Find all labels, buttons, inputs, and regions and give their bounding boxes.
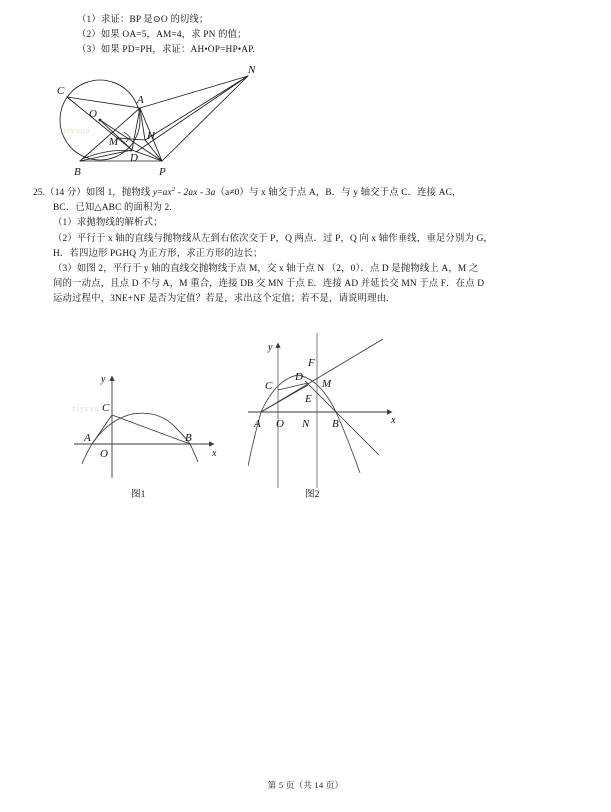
figure-1-svg bbox=[62, 368, 237, 488]
label-C: C bbox=[57, 85, 65, 97]
circle-tangent-figure bbox=[52, 62, 312, 184]
segment-CB bbox=[112, 415, 190, 444]
problem-points: （14 分） bbox=[45, 188, 86, 198]
label-D: D bbox=[295, 371, 303, 383]
label-A: A bbox=[254, 418, 261, 430]
label-B: B bbox=[74, 166, 81, 178]
label-M: M bbox=[109, 136, 119, 148]
y-axis-label: y bbox=[101, 374, 106, 385]
figure-1 bbox=[62, 368, 237, 488]
circle-tangent-svg bbox=[52, 62, 312, 184]
problem-25-stem-line1 bbox=[33, 186, 585, 201]
label-A: A bbox=[137, 94, 144, 106]
label-C: C bbox=[265, 380, 273, 392]
eq-exponent: 2 bbox=[171, 185, 176, 193]
label-D: D bbox=[130, 152, 138, 164]
segment-AC bbox=[92, 415, 112, 444]
problem-25-stem-line2: BC．已知△ABC 的面积为 2. bbox=[53, 203, 172, 214]
label-B: B bbox=[185, 432, 192, 444]
problem-25-sub2-line2: H．若四边形 PGHQ 为正方形，求正方形的边长； bbox=[53, 248, 263, 259]
carryover-questions bbox=[77, 13, 577, 59]
label-O: O bbox=[276, 418, 284, 430]
y-axis-label: y bbox=[268, 342, 273, 353]
x-axis-label: x bbox=[212, 448, 217, 459]
problem-25-sub3-line2: 间的一动点，且点 D 不与 A，M 重合，连接 DB 交 MN 于点 E．连接 AD 并延长交 MN 于点 F．在点 D bbox=[53, 279, 485, 290]
figure-2-caption: 图2 bbox=[305, 489, 320, 500]
problem-25-sub2-line1: （2）平行于 x 轴的直线与抛物线从左到右依次交于 P，Q 两点．过 P，Q 向 x 轴作垂线，垂足分别为 G， bbox=[53, 233, 493, 244]
label-P: P bbox=[159, 166, 166, 178]
label-N: N bbox=[302, 418, 310, 430]
stem-text-b: 与 x 轴交于点 A，B．与 y 轴交于点 C．连接 AC， bbox=[248, 188, 462, 198]
line-DEB bbox=[305, 381, 379, 455]
eq-y: y bbox=[152, 188, 158, 198]
carryover-item-3: （3）如果 PD=PH，求证：AH•OP=HP•AP. bbox=[77, 45, 255, 56]
label-B: B bbox=[332, 418, 339, 430]
label-O: O bbox=[100, 448, 108, 460]
label-H: H bbox=[147, 130, 155, 142]
segment-MH bbox=[118, 138, 145, 140]
problem-25 bbox=[33, 186, 585, 308]
center-point-O bbox=[99, 119, 102, 122]
label-N: N bbox=[248, 64, 256, 76]
problem-25-sub3-line1: （3）如图 2，平行于 y 轴的直线交抛物线于点 M，交 x 轴于点 N （2，0）．点 D 是抛物线上 A，M 之 bbox=[53, 264, 479, 275]
figure-2-svg bbox=[248, 333, 428, 493]
label-F: F bbox=[308, 357, 315, 369]
problem-25-sub1: （1）求抛物线的解析式； bbox=[53, 218, 163, 229]
segment-AH bbox=[140, 108, 145, 140]
problem-number: 25. bbox=[33, 188, 46, 198]
stem-text-a: 如图 1，抛物线 bbox=[85, 188, 153, 198]
right-angle-mark bbox=[124, 132, 130, 142]
figure-2 bbox=[248, 333, 428, 493]
eq-condition: （a≠0） bbox=[215, 188, 249, 198]
segment-NH bbox=[145, 76, 248, 140]
label-M: M bbox=[322, 378, 332, 390]
page-footer: 第 5 页（共 14 页） bbox=[267, 780, 344, 790]
figure-1-caption: 图1 bbox=[131, 489, 146, 500]
problem-25-sub3-line3: 运动过程中，3NE+NF 是否为定值？若是，求出这个定值；若不是，请说明理由. bbox=[53, 294, 389, 305]
carryover-item-2: （2）如果 OA=5，AM=4，求 PN 的值； bbox=[77, 30, 247, 41]
label-O: O bbox=[89, 108, 97, 120]
label-E: E bbox=[305, 393, 312, 405]
eq-ax: ax bbox=[162, 188, 172, 198]
x-axis-label: x bbox=[391, 415, 396, 426]
label-C: C bbox=[102, 402, 110, 414]
label-A: A bbox=[84, 432, 91, 444]
eq-rest: - 2ax - 3a bbox=[175, 188, 216, 198]
watermark-top: ziyuan bbox=[63, 126, 91, 135]
watermark-figure1: ziyuan bbox=[72, 404, 100, 413]
carryover-item-1: （1）求证：BP 是⊙O 的切线； bbox=[77, 15, 209, 25]
eq-equals: = bbox=[157, 188, 163, 198]
